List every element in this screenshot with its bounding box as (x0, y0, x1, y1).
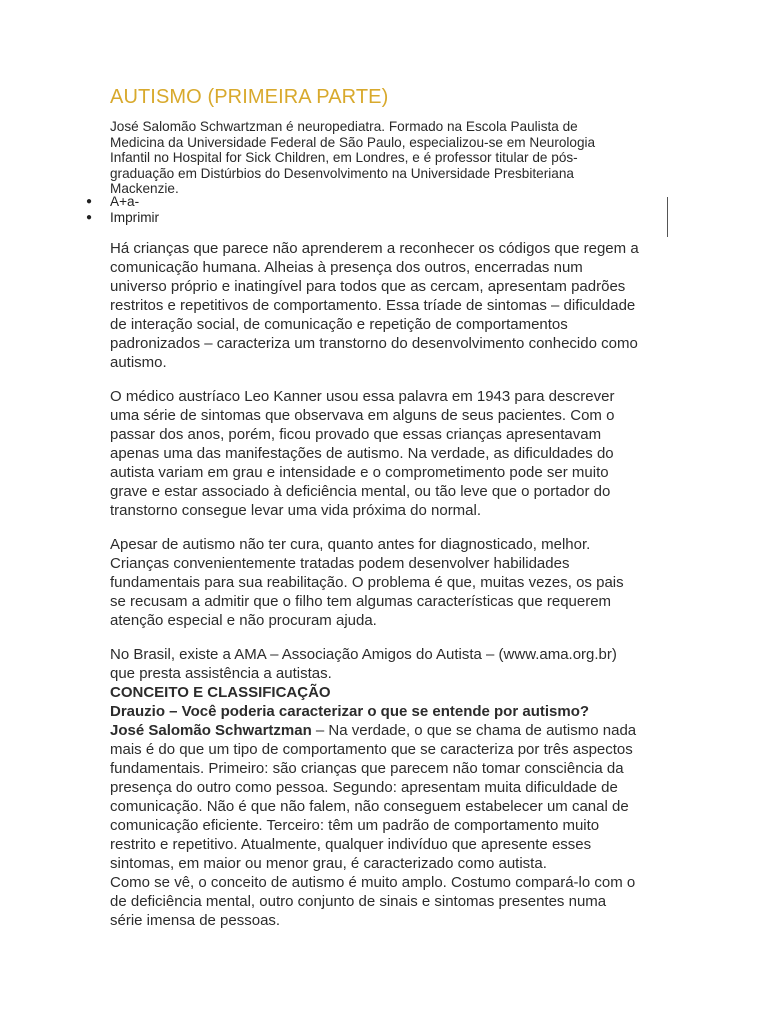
author-bio-line: Infantil no Hospital for Sick Children, em Londres, e é professor titular de pós- (110, 150, 578, 165)
paragraph-line: transtorno consegue levar uma vida próxima do normal. (110, 502, 482, 519)
paragraph-ama (110, 645, 670, 930)
font-size-tool[interactable] (86, 194, 159, 210)
paragraph-line: Apesar de autismo não ter cura, quanto antes for diagnosticado, melhor. (110, 536, 591, 553)
paragraph-line: O médico austríaco Leo Kanner usou essa palavra em 1943 para descrever (110, 388, 615, 405)
bullet-icon: ● (86, 211, 93, 223)
answer-line: mais é do que um tipo de comportamento que se caracteriza por três aspectos (110, 741, 633, 758)
interview-question: Drauzio – Você poderia caracterizar o que se entende por autismo? (110, 703, 590, 720)
font-size-label[interactable]: A+a- (110, 194, 140, 209)
answer-line: fundamentais. Primeiro: são crianças que parecem não tomar consciência da (110, 760, 624, 777)
author-bio-line: graduação em Distúrbios do Desenvolvimento na Universidade Presbiteriana (110, 165, 574, 181)
paragraph-line: padronizados – caracteriza um transtorno do desenvolvimento conhecido como (110, 335, 638, 352)
answer-line: série imensa de pessoas. (110, 912, 281, 929)
author-bio-line: Mackenzie. (110, 181, 179, 196)
author-bio (110, 119, 630, 197)
author-bio-line: José Salomão Schwartzman é neuropediatra. Formado na Escola Paulista de (110, 119, 578, 134)
interview-answer-first-line (110, 721, 670, 740)
answer-line: Como se vê, o conceito de autismo é muito amplo. Costumo compará-lo com o (110, 874, 636, 891)
vertical-divider (667, 197, 668, 237)
paragraph-line: autista variam em grau e intensidade e o comprometimento pode ser muito (110, 464, 609, 481)
paragraph-line: apenas uma das manifestações de autismo. Na verdade, as dificuldades do (110, 445, 614, 462)
paragraph-line: uma série de sintomas que observava em alguns de seus pacientes. Com o (110, 407, 615, 424)
article-title: AUTISMO (PRIMEIRA PARTE) (110, 86, 389, 108)
paragraph-line: Crianças convenientemente tratadas podem desenvolver habilidades (110, 555, 570, 572)
paragraph-line: comunicação humana. Alheias à presença dos outros, encerradas num (110, 259, 583, 276)
paragraph-line: restritos e repetitivos de comportamento. Essa tríade de sintomas – dificuldade (110, 297, 636, 314)
article-tools-list (86, 194, 159, 225)
answer-line: presença do outro como pessoa. Segundo: apresentam muita dificuldade de (110, 779, 618, 796)
paragraph-intro (110, 239, 670, 372)
answer-speaker: José Salomão Schwartzman (110, 722, 312, 739)
answer-line: comunicação eficiente. Terceiro: têm um padrão de comportamento muito (110, 817, 600, 834)
section-heading: CONCEITO E CLASSIFICAÇÃO (110, 684, 331, 701)
bullet-icon: ● (86, 196, 93, 207)
paragraph-line: se recusam a admitir que o filho tem algumas características que requerem (110, 593, 612, 610)
paragraph-diagnosis (110, 535, 670, 630)
paragraph-line: que presta assistência a autistas. (110, 665, 332, 682)
answer-line: restrito e repetitivo. Atualmente, qualquer indivíduo que apresente esses (110, 836, 592, 853)
paragraph-line: de interação social, de comunicação e repetição de comportamentos (110, 316, 568, 333)
print-label[interactable]: Imprimir (110, 209, 160, 225)
answer-line: de deficiência mental, outro conjunto de sinais e sintomas presentes numa (110, 893, 607, 910)
paragraph-kanner (110, 387, 670, 520)
paragraph-line: fundamentais para sua reabilitação. O problema é que, muitas vezes, os pais (110, 574, 624, 591)
paragraph-line: passar dos anos, porém, ficou provado que essas crianças apresentavam (110, 426, 602, 443)
answer-line: sintomas, em maior ou menor grau, é caracterizado como autista. (110, 855, 547, 872)
paragraph-line: universo próprio e inatingível para todos que as cercam, apresentam padrões (110, 278, 626, 295)
paragraph-line: No Brasil, existe a AMA – Associação Amigos do Autista – (www.ama.org.br) (110, 646, 617, 663)
print-tool[interactable] (86, 210, 159, 226)
paragraph-line: Há crianças que parece não aprenderem a reconhecer os códigos que regem a (110, 240, 639, 257)
paragraph-line: atenção especial e não procuram ajuda. (110, 612, 377, 629)
answer-line: comunicação. Não é que não falem, não conseguem estabelecer um canal de (110, 798, 629, 815)
paragraph-line: autismo. (110, 354, 167, 371)
paragraph-line: grave e estar associado à deficiência mental, ou tão leve que o portador do (110, 483, 611, 500)
answer-first-line-text: – Na verdade, o que se chama de autismo nada (311, 722, 637, 739)
author-bio-line: Medicina da Universidade Federal de São Paulo, especializou-se em Neurologia (110, 134, 596, 150)
